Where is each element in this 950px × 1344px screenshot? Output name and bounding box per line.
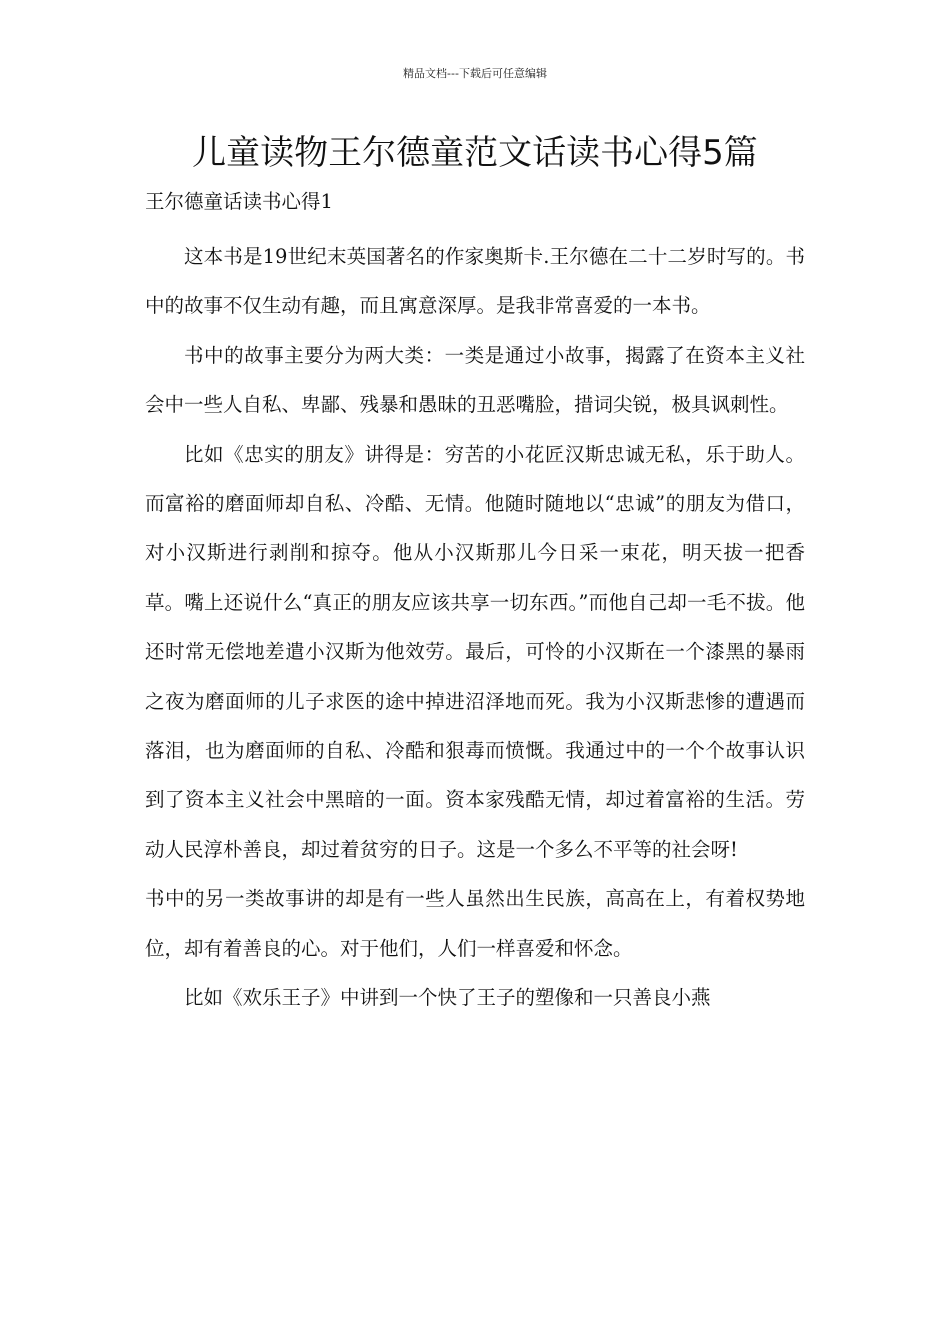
document-title: 儿童读物王尔德童范文话读书心得5篇 <box>192 133 758 173</box>
section-subtitle: 王尔德童话读书心得1 <box>145 190 333 213</box>
header-note: 精品文档---下载后可任意编辑 <box>403 67 547 80</box>
paragraph-4: 书中的另一类故事讲的却是有一些人虽然出生民族，高高在上，有着权势地位，却有着善良的心。对于他们，人们一样喜爱和怀念。 <box>145 887 805 960</box>
paragraph-2: 书中的故事主要分为两大类：一类是通过小故事，揭露了在资本主义社会中一些人自私、卑鄙、残暴和愚昧的丑恶嘴脸，措词尖锐，极具讽刺性。 <box>145 343 805 417</box>
paragraph-3: 比如《忠实的朋友》讲得是：穷苦的小花匠汉斯忠诚无私，乐于助人。而富裕的磨面师却自私、冷酷、无情。他随时随地以“忠诚”的朋友为借口，对小汉斯进行剥削和掠夺。他从小汉斯那儿今日采一束花，明天拔一把香草。嘴上还说什么“真正的朋友应该共享一切东西。”而他自己却一毛不拔。他还时常无偿地差遣小汉斯为他效劳。最后，可怜的小汉斯在一个漆黑的暴雨之夜为磨面师的儿子求医的途中掉进沼泽地而死。我为小汉斯悲惨的遭遇而落泪，也为磨面师的自私、冷酷和狠毒而愤慨。我通过中的一个个故事认识到了资本主义社会中黑暗的一面。资本家残酷无情，却过着富裕的生活。劳动人民淳朴善良，却过着贫穷的日子。这是一个多么不平等的社会呀! <box>145 442 805 861</box>
paragraph-5: 比如《欢乐王子》中讲到一个快了王子的塑像和一只善良小燕 <box>184 986 711 1010</box>
paragraph-1: 这本书是19世纪末英国著名的作家奥斯卡.王尔德在二十二岁时写的。书中的故事不仅生动有趣，而且寓意深厚。是我非常喜爱的一本书。 <box>145 245 805 318</box>
document-body <box>145 183 805 1023</box>
